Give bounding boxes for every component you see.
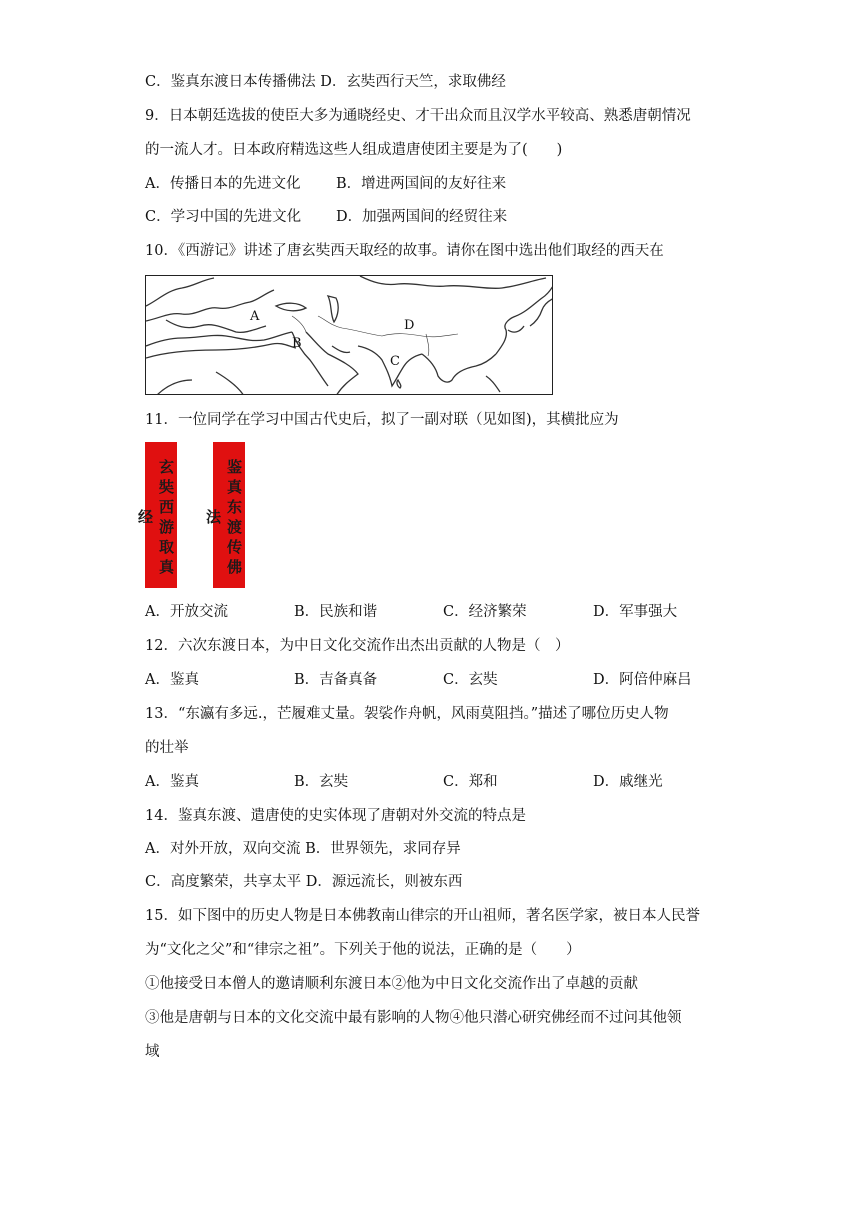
q11-option-b: B．民族和谐: [294, 604, 378, 620]
q11-options: [145, 602, 745, 622]
couplet-left-scroll: [136, 442, 177, 588]
q11-option-c: C．经济繁荣: [443, 604, 527, 620]
map-label-a: A: [250, 309, 260, 324]
q14-stem: 14．鉴真东渡、遣唐使的史实体现了唐朝对外交流的特点是: [145, 808, 526, 824]
q9-options-row1: [145, 174, 745, 194]
q11-option-a: A．开放交流: [145, 604, 228, 620]
q8-options: C．鉴真东渡日本传播佛法 D．玄奘西行天竺，求取佛经: [145, 74, 506, 90]
q9-stem-line1: 9．日本朝廷选拔的使臣大多为通晓经史、才干出众而且汉学水平较高、熟悉唐朝情况: [145, 108, 691, 124]
q10-stem: 10．《西游记》讲述了唐玄奘西天取经的故事。请你在图中选出他们取经的西天在: [145, 243, 664, 259]
q15-stem-line2: 为“文化之父”和“律宗之祖”。下列关于他的说法，正确的是（ ）: [145, 942, 581, 958]
q13-option-c: C．郑和: [443, 774, 498, 790]
map-label-d: D: [404, 318, 415, 333]
world-map-outline: [146, 276, 553, 395]
q9-option-d: D．加强两国间的经贸往来: [336, 209, 508, 225]
q12-option-b: B．吉备真备: [294, 672, 378, 688]
q11-option-d: D．军事强大: [593, 604, 678, 620]
q12-options: [145, 670, 745, 690]
q9-options-row2: [145, 207, 745, 227]
map-label-b: B: [292, 336, 302, 351]
q12-option-c: C．玄奘: [443, 672, 498, 688]
q15-statement-line3: 域: [145, 1044, 160, 1060]
couplet-right-text: 鉴真东渡传佛法: [204, 459, 243, 579]
q15-statement-line2: ③他是唐朝与日本的文化交流中最有影响的人物④他只潜心研究佛经而不过问其他领: [145, 1010, 682, 1026]
q13-stem-line1: 13．“东瀛有多远.，芒履难丈量。袈裟作舟帆，风雨莫阻挡。”描述了哪位历史人物: [145, 706, 669, 722]
q13-option-b: B．玄奘: [294, 774, 349, 790]
q14-options-line1: A．对外开放，双向交流 B．世界领先，求同存异: [145, 841, 461, 857]
q15-statement-line1: ①他接受日本僧人的邀请顺利东渡日本②他为中日文化交流作出了卓越的贡献: [145, 976, 638, 992]
q13-option-d: D．戚继光: [593, 774, 663, 790]
q11-stem: 11．一位同学在学习中国古代史后，拟了一副对联（见如图)，其横批应为: [145, 412, 619, 428]
couplet-right-scroll: [204, 442, 245, 588]
couplet-left-text: 玄奘西游取真经: [136, 459, 175, 579]
q9-stem-line2: 的一流人才。日本政府精选这些人组成遣唐使团主要是为了( ): [145, 142, 563, 158]
q9-option-c: C．学习中国的先进文化: [145, 209, 302, 225]
q10-map: [145, 275, 553, 395]
map-label-c: C: [390, 354, 400, 369]
q9-option-b: B．增进两国间的友好往来: [336, 176, 507, 192]
q15-stem-line1: 15．如下图中的历史人物是日本佛教南山律宗的开山祖师，著名医学家，被日本人民誉: [145, 908, 700, 924]
q13-stem-line2: 的壮举: [145, 740, 189, 756]
q12-option-a: A．鉴真: [145, 672, 199, 688]
q9-option-a: A．传播日本的先进文化: [145, 176, 301, 192]
q12-stem: 12．六次东渡日本，为中日文化交流作出杰出贡献的人物是（ ）: [145, 638, 570, 654]
q12-option-d: D．阿倍仲麻吕: [593, 672, 692, 688]
q13-options: [145, 772, 745, 792]
q14-options-line2: C．高度繁荣，共享太平 D．源远流长，则被东西: [145, 874, 463, 890]
q13-option-a: A．鉴真: [145, 774, 199, 790]
